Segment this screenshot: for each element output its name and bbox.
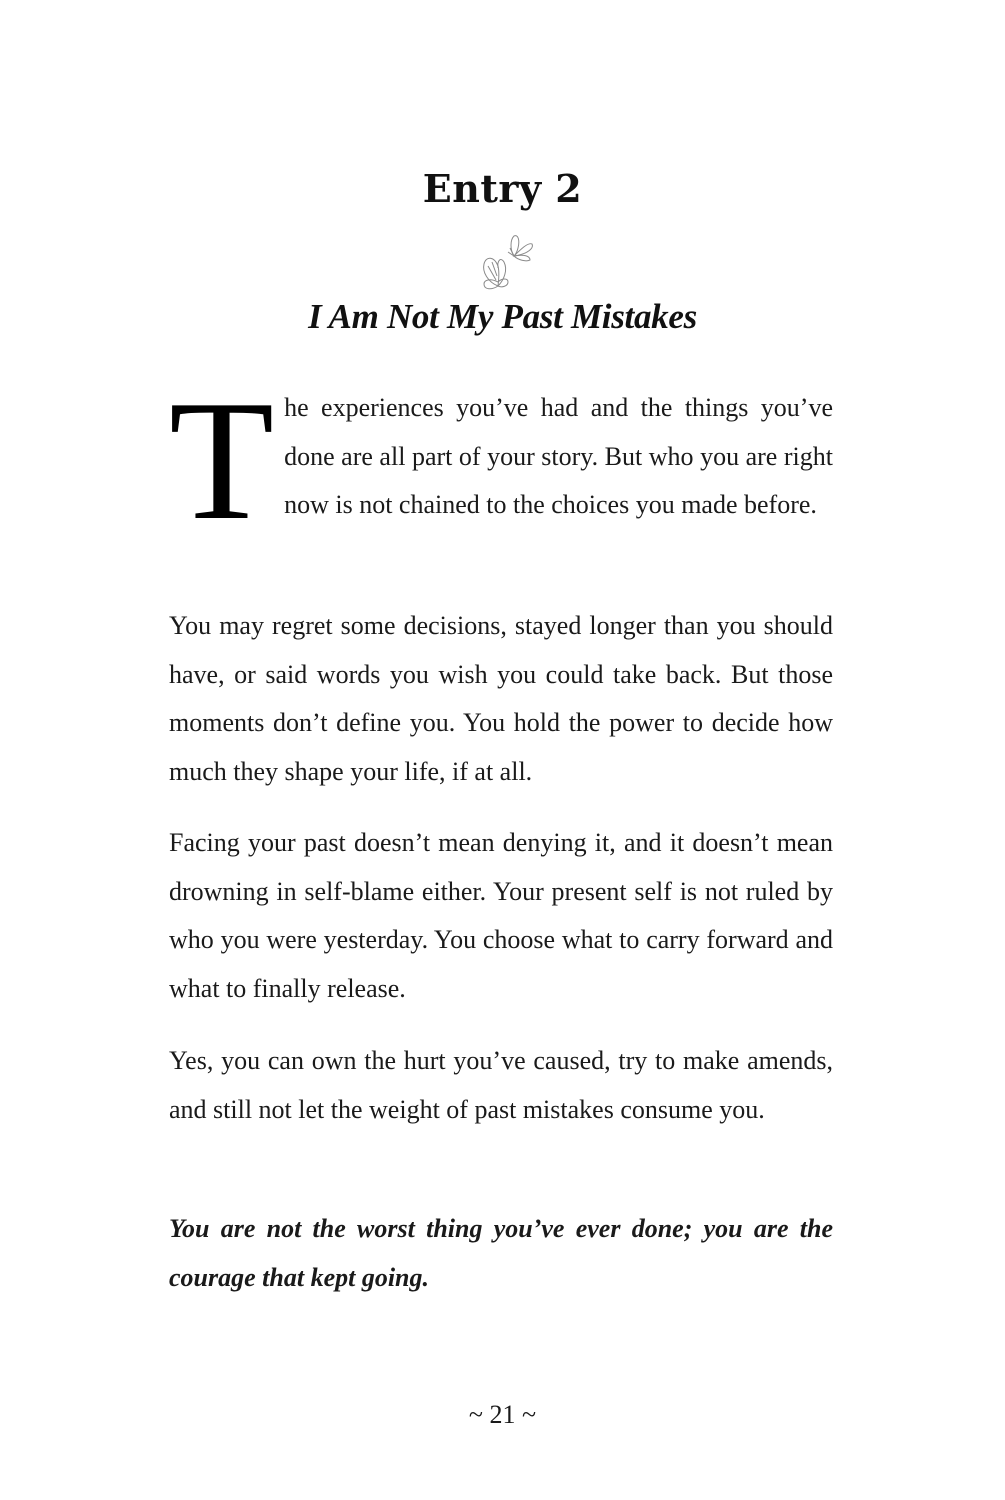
entry-title: Entry 2 (422, 166, 583, 211)
paragraph-4: Yes, you can own the hurt you’ve caused, try to make amends, and still not let the weight of past mistakes consume you. (169, 1046, 833, 1124)
paragraph-1-text: he experiences you’ve had and the things you’ve done are all part of your story. But who you are right now is not chained to the choices you made before. (284, 393, 833, 519)
page-number: ~ 21 ~ (468, 1400, 537, 1429)
entry-subtitle: I Am Not My Past Mistakes (308, 297, 697, 336)
paragraph-1 (169, 366, 833, 556)
paragraph-3: Facing your past doesn’t mean denying it, and it doesn’t mean drowning in self-blame either. Your present self is not ruled by who you were yesterday. You choose what to carry forward and what to finally release. (169, 828, 833, 1003)
drop-cap: T (169, 366, 275, 556)
paragraph-2: You may regret some decisions, stayed longer than you should have, or said words you wish you could take back. But those moments don’t define you. You hold the power to decide how much they shape your life, if at all. (169, 611, 833, 786)
closing-affirmation: You are not the worst thing you’ve ever done; you are the courage that kept going. (169, 1214, 833, 1292)
butterfly-icon (474, 226, 538, 294)
